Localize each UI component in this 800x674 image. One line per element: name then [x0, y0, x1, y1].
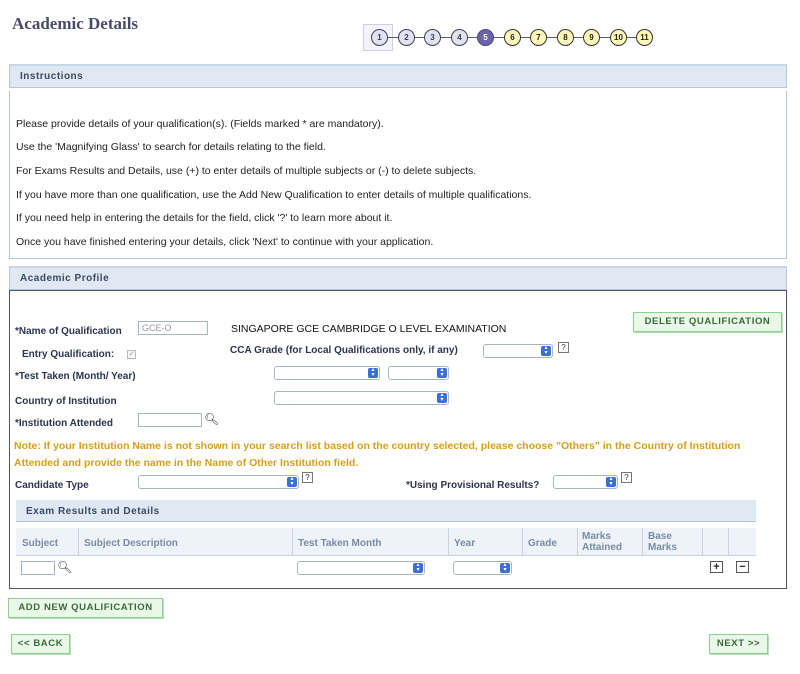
subject-field[interactable]: [21, 561, 55, 575]
cca-help-icon[interactable]: ?: [558, 342, 569, 353]
col-divider: [728, 528, 729, 556]
col-divider: [522, 528, 523, 556]
institution-attended-field[interactable]: [138, 413, 202, 427]
magnifying-glass-icon[interactable]: 🔍︎: [204, 412, 220, 426]
col-divider: [577, 528, 578, 556]
instruction-line: If you need help in entering the details for the field, click '?' to learn more about it.: [16, 212, 393, 224]
select-arrow-icon: ▴ ▾: [413, 563, 423, 573]
add-new-qualification-button[interactable]: ADD NEW QUALIFICATION: [8, 598, 163, 618]
step-tracker: [363, 24, 663, 52]
col-subject: Subject: [22, 538, 59, 549]
instruction-line: Please provide details of your qualification(s). (Fields marked * are mandatory).: [16, 118, 384, 130]
select-arrow-icon: ▴ ▾: [606, 477, 616, 487]
col-grade: Grade: [528, 538, 557, 549]
qualification-description: SINGAPORE GCE CAMBRIDGE O LEVEL EXAMINATION: [231, 323, 507, 335]
instructions-panel: [9, 91, 787, 259]
provisional-results-select[interactable]: [553, 475, 618, 489]
step-11[interactable]: 11: [636, 29, 653, 46]
back-button[interactable]: << BACK: [11, 634, 70, 654]
select-arrow-icon: ▴ ▾: [437, 393, 447, 403]
academic-profile-header: Academic Profile: [9, 266, 787, 290]
step-10[interactable]: 10: [610, 29, 627, 46]
col-divider: [292, 528, 293, 556]
col-year: Year: [454, 538, 476, 549]
test-taken-month-select[interactable]: [274, 366, 380, 380]
country-of-institution-label: Country of Institution: [15, 396, 117, 407]
select-arrow-icon: ▴ ▾: [437, 368, 447, 378]
col-marks-attained: Marks Attained: [582, 531, 622, 553]
step-8[interactable]: 8: [557, 29, 574, 46]
country-of-institution-select[interactable]: [274, 391, 449, 405]
provisional-results-label: *Using Provisional Results?: [406, 480, 540, 491]
institution-note: Note: If your Institution Name is not shown in your search list based on the country selected, please choose "Others" in the Country of Institution Attended and provide the name in the Name of Other Institution field.: [14, 440, 741, 469]
magnifying-glass-icon[interactable]: 🔍︎: [57, 560, 73, 574]
col-divider: [642, 528, 643, 556]
instruction-line: Use the 'Magnifying Glass' to search for details relating to the field.: [16, 141, 326, 153]
col-divider: [448, 528, 449, 556]
cca-grade-label: CCA Grade (for Local Qualifications only, if any): [230, 345, 458, 356]
test-taken-year-select[interactable]: [388, 366, 449, 380]
instruction-line: Once you have finished entering your details, click 'Next' to continue with your application.: [16, 236, 434, 248]
step-9[interactable]: 9: [583, 29, 600, 46]
select-arrow-icon: ▴ ▾: [368, 368, 378, 378]
col-divider: [702, 528, 703, 556]
year-row-select[interactable]: [453, 561, 512, 575]
instruction-line: If you have more than one qualification, use the Add New Qualification to enter details of multiple qualifications.: [16, 189, 532, 201]
select-arrow-icon: ▴ ▾: [500, 563, 510, 573]
name-of-qualification-field[interactable]: GCE-O: [138, 321, 208, 335]
instruction-line: For Exams Results and Details, use (+) to enter details of multiple subjects or (-) to delete subjects.: [16, 165, 477, 177]
candidate-type-select[interactable]: [138, 475, 299, 489]
remove-subject-button[interactable]: −: [736, 561, 749, 573]
entry-qualification-label: Entry Qualification:: [22, 349, 115, 360]
next-button[interactable]: NEXT >>: [709, 634, 768, 654]
step-1[interactable]: 1: [371, 29, 388, 46]
select-arrow-icon: ▴ ▾: [541, 346, 551, 356]
exam-results-section: [16, 500, 756, 586]
cca-grade-select[interactable]: [483, 344, 553, 358]
exam-results-title: Exam Results and Details: [16, 500, 756, 522]
col-subject-description: Subject Description: [84, 538, 178, 549]
step-2[interactable]: 2: [398, 29, 415, 46]
select-arrow-icon: ▴ ▾: [287, 477, 297, 487]
page-title: Academic Details: [12, 14, 139, 33]
col-base-marks: Base Marks: [648, 531, 677, 553]
step-7[interactable]: 7: [530, 29, 547, 46]
step-4[interactable]: 4: [451, 29, 468, 46]
test-taken-month-row-select[interactable]: [297, 561, 425, 575]
candidate-type-label: Candidate Type: [15, 480, 89, 491]
col-test-taken-month: Test Taken Month: [298, 538, 382, 549]
provisional-help-icon[interactable]: ?: [621, 472, 632, 483]
candidate-type-help-icon[interactable]: ?: [302, 472, 313, 483]
add-subject-button[interactable]: +: [710, 561, 723, 573]
delete-qualification-button[interactable]: DELETE QUALIFICATION: [633, 312, 782, 332]
exam-table-header: [16, 528, 756, 556]
step-5[interactable]: 5: [477, 29, 494, 46]
col-divider: [78, 528, 79, 556]
step-6[interactable]: 6: [504, 29, 521, 46]
name-of-qualification-label: *Name of Qualification: [15, 326, 122, 337]
entry-qualification-checkbox[interactable]: ✓: [128, 351, 135, 358]
step-3[interactable]: 3: [424, 29, 441, 46]
institution-attended-label: *Institution Attended: [15, 418, 113, 429]
test-taken-label: *Test Taken (Month/ Year): [15, 371, 136, 382]
instructions-header: Instructions: [9, 64, 787, 88]
